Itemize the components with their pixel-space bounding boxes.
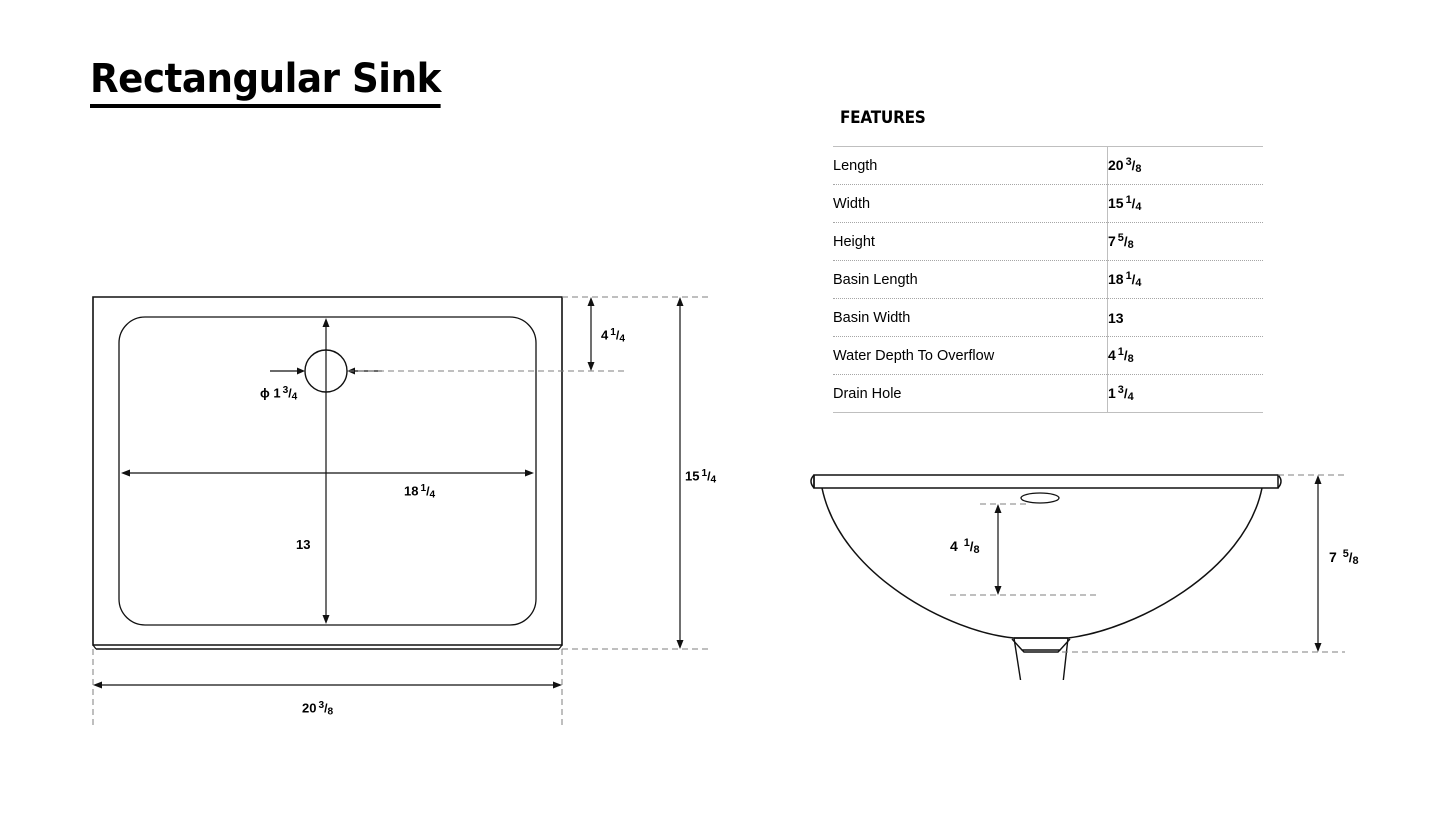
features-heading: FEATURES [840, 108, 926, 128]
feature-label: Length [833, 147, 1108, 185]
feature-label: Basin Length [833, 261, 1108, 299]
dim-label-basin-width: 13 [296, 537, 311, 552]
feature-label: Water Depth To Overflow [833, 337, 1108, 375]
top-view-drawing [70, 280, 750, 740]
feature-value: 20 $^3$/8 [1108, 147, 1264, 185]
table-row [833, 299, 1263, 337]
feature-label: Height [833, 223, 1108, 261]
feature-value: 1 $^3$/4 [1108, 375, 1264, 413]
dim-label-height: 7 $^5$/8 [1329, 548, 1359, 567]
dim-label-water-depth: 4 $^1$/8 [950, 537, 980, 556]
table-row [833, 185, 1263, 223]
dim-label-drain-diameter: ϕ 1 $^3$/4 [260, 385, 298, 403]
dim-label-basin-length: 18 $^1$/4 [404, 483, 436, 501]
feature-label: Width [833, 185, 1108, 223]
dim-label-overall-width: 15 $^1$/4 [685, 468, 717, 486]
table-row [833, 375, 1263, 413]
feature-value: 4 $^1$/8 [1108, 337, 1264, 375]
dim-label-drain-offset: 4 $^1$/4 [601, 327, 625, 345]
table-row [833, 147, 1263, 185]
feature-value: 7 $^5$/8 [1108, 223, 1264, 261]
dim-label-overall-length: 20 $^3$/8 [302, 700, 334, 718]
side-view-drawing [800, 460, 1380, 680]
feature-value: 18 $^1$/4 [1108, 261, 1264, 299]
table-row [833, 223, 1263, 261]
page-title: Rectangular Sink [90, 58, 441, 108]
feature-value: 13 [1108, 299, 1264, 337]
feature-label: Basin Width [833, 299, 1108, 337]
features-table [833, 146, 1263, 413]
feature-label: Drain Hole [833, 375, 1108, 413]
table-row [833, 337, 1263, 375]
table-row [833, 261, 1263, 299]
feature-value: 15 $^1$/4 [1108, 185, 1264, 223]
